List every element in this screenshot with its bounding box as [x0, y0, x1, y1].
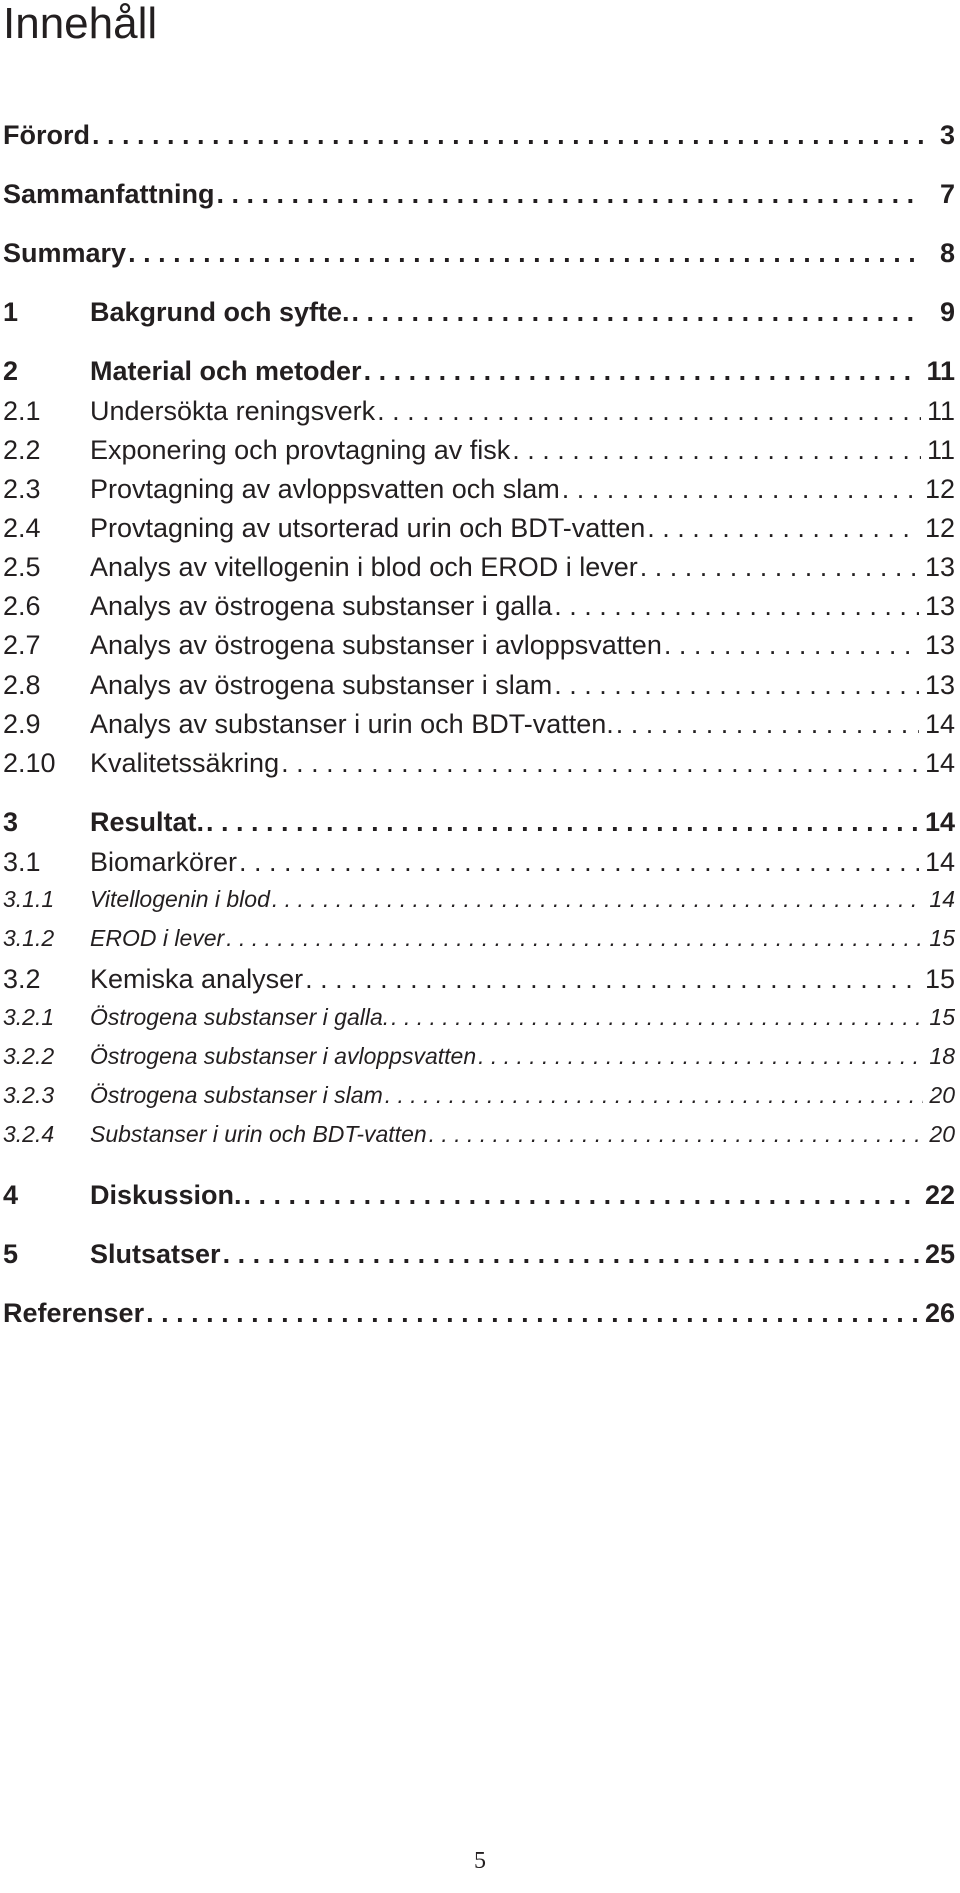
toc-entry-label: Exponering och provtagning av fisk — [90, 435, 511, 465]
toc-entry-label: Östrogena substanser i slam — [90, 1082, 383, 1108]
toc-entry-page: 11 — [926, 435, 955, 465]
toc-entry-page: 12 — [924, 513, 955, 543]
toc-entry-label: Vitellogenin i blod — [90, 886, 270, 912]
toc-entry-page: 20 — [929, 1121, 955, 1147]
toc-entry-number: 3.2 — [3, 964, 41, 994]
toc-entry[interactable] — [3, 238, 955, 274]
toc-entry[interactable] — [3, 847, 955, 883]
toc-dot-leader — [128, 238, 923, 269]
toc-entry-number: 2 — [3, 356, 19, 386]
toc-dot-leader — [226, 925, 923, 952]
toc-entry-number: 3.1 — [3, 847, 41, 877]
toc-dot-leader — [92, 120, 923, 151]
toc-entry[interactable] — [3, 1043, 955, 1079]
toc-entry-page: 14 — [924, 847, 955, 877]
toc-entry-page: 8 — [939, 238, 955, 268]
toc-dot-leader — [281, 748, 919, 779]
toc-dot-leader — [206, 807, 919, 838]
toc-entry-page: 12 — [924, 474, 955, 504]
toc-dot-leader — [478, 1043, 923, 1070]
toc-entry-number: 3 — [3, 807, 19, 837]
toc-entry-number: 5 — [3, 1239, 19, 1269]
toc-dot-leader — [512, 435, 921, 466]
toc-dot-leader — [272, 886, 923, 913]
toc-entry[interactable] — [3, 435, 955, 471]
toc-entry[interactable] — [3, 1121, 955, 1157]
toc-dot-leader — [146, 1298, 919, 1329]
toc-entry-number: 2.9 — [3, 709, 41, 739]
toc-dot-leader — [352, 297, 923, 328]
toc-entry-label: Förord — [3, 120, 90, 150]
toc-entry-label: Biomarkörer — [90, 847, 238, 877]
toc-entry[interactable] — [3, 1082, 955, 1118]
toc-entry-page: 11 — [926, 356, 955, 386]
toc-dot-leader — [429, 1121, 923, 1148]
toc-entry-label: Provtagning av utsorterad urin och BDT-vatten — [90, 513, 646, 543]
toc-entry[interactable] — [3, 630, 955, 666]
toc-entry-page: 13 — [924, 591, 955, 621]
toc-entry-label: Undersökta reningsverk — [90, 396, 376, 426]
toc-entry-page: 14 — [929, 886, 955, 912]
toc-dot-leader — [640, 552, 919, 583]
toc-entry[interactable] — [3, 964, 955, 1000]
toc-entry-page: 13 — [924, 670, 955, 700]
toc-entry-number: 3.2.3 — [3, 1082, 55, 1108]
toc-entry-label: Östrogena substanser i avloppsvatten — [90, 1043, 477, 1069]
toc-entry-label: Analys av östrogena substanser i avloppsvatten — [90, 630, 662, 660]
toc-dot-leader — [239, 847, 919, 878]
toc-entry-page: 18 — [929, 1043, 955, 1069]
toc-entry-page: 15 — [929, 925, 955, 951]
toc-dot-leader — [244, 1180, 919, 1211]
toc-entry[interactable] — [3, 513, 955, 549]
toc-entry[interactable] — [3, 474, 955, 510]
toc-entry-label: Summary — [3, 238, 127, 268]
toc-entry[interactable] — [3, 886, 955, 922]
toc-entry-page: 13 — [924, 630, 955, 660]
toc-entry-label: Kemiska analyser — [90, 964, 304, 994]
toc-entry[interactable] — [3, 356, 955, 392]
toc-entry-page: 11 — [926, 396, 955, 426]
toc-entry[interactable] — [3, 1004, 955, 1040]
toc-entry-number: 1 — [3, 297, 19, 327]
toc-dot-leader — [223, 1239, 919, 1270]
toc-dot-leader — [664, 630, 919, 661]
toc-entry-page: 15 — [924, 964, 955, 994]
toc-entry-label: Material och metoder — [90, 356, 362, 386]
toc-entry[interactable] — [3, 1180, 955, 1216]
toc-entry[interactable] — [3, 297, 955, 333]
toc-entry-number: 2.7 — [3, 630, 41, 660]
toc-entry-page: 7 — [939, 179, 955, 209]
toc-entry-label: EROD i lever — [90, 925, 225, 951]
toc-entry-number: 2.2 — [3, 435, 41, 465]
toc-dot-leader — [554, 591, 919, 622]
page-number: 5 — [474, 1848, 486, 1874]
toc-dot-leader — [385, 1082, 923, 1109]
toc-entry-label: Kvalitetssäkring — [90, 748, 280, 778]
toc-entry-label: Analys av substanser i urin och BDT-vatten. — [90, 709, 614, 739]
toc-dot-leader — [305, 964, 919, 995]
toc-entry[interactable] — [3, 748, 955, 784]
toc-entry-page: 26 — [924, 1298, 955, 1328]
toc-entry-page: 20 — [929, 1082, 955, 1108]
toc-entry-page: 14 — [924, 748, 955, 778]
toc-entry-label: Sammanfattning — [3, 179, 215, 209]
toc-entry[interactable] — [3, 1298, 955, 1334]
toc-entry-number: 2.10 — [3, 748, 56, 778]
toc-entry[interactable] — [3, 709, 955, 745]
toc-dot-leader — [377, 396, 921, 427]
toc-entry-number: 4 — [3, 1180, 19, 1210]
toc-dot-leader — [554, 670, 919, 701]
toc-entry-label: Provtagning av avloppsvatten och slam — [90, 474, 560, 504]
toc-entry-page: 22 — [924, 1180, 955, 1210]
toc-entry-label: Slutsatser — [90, 1239, 221, 1269]
toc-entry-label: Bakgrund och syfte. — [90, 297, 350, 327]
toc-entry-label: Diskussion. — [90, 1180, 242, 1210]
toc-entry[interactable] — [3, 670, 955, 706]
toc-entry-number: 3.1.1 — [3, 886, 55, 912]
toc-dot-leader — [616, 709, 919, 740]
toc-entry-page: 3 — [939, 120, 955, 150]
toc-entry[interactable] — [3, 552, 955, 588]
toc-entry[interactable] — [3, 120, 955, 156]
toc-dot-leader — [391, 1004, 923, 1031]
toc-entry-page: 15 — [929, 1004, 955, 1030]
toc-entry-number: 2.5 — [3, 552, 41, 582]
toc-entry-number: 3.2.1 — [3, 1004, 55, 1030]
toc-dot-leader — [364, 356, 921, 387]
toc-entry-label: Resultat. — [90, 807, 205, 837]
toc-entry-number: 3.2.2 — [3, 1043, 55, 1069]
toc-entry-label: Referenser — [3, 1298, 145, 1328]
toc-entry[interactable] — [3, 591, 955, 627]
toc-entry-label: Analys av östrogena substanser i slam — [90, 670, 553, 700]
toc-entry-number: 2.1 — [3, 396, 41, 426]
toc-entry-number: 3.1.2 — [3, 925, 55, 951]
toc-entry-page: 25 — [924, 1239, 955, 1269]
toc-entry-number: 2.6 — [3, 591, 41, 621]
toc-entry[interactable] — [3, 396, 955, 432]
toc-entry-label: Analys av östrogena substanser i galla — [90, 591, 553, 621]
page-title: Innehåll — [3, 0, 158, 48]
toc-entry-number: 3.2.4 — [3, 1121, 55, 1147]
toc-entry[interactable] — [3, 179, 955, 215]
toc-entry-page: 9 — [939, 297, 955, 327]
toc-entry[interactable] — [3, 925, 955, 961]
toc-entry-page: 14 — [924, 709, 955, 739]
toc-entry-page: 13 — [924, 552, 955, 582]
toc-entry-label: Östrogena substanser i galla. — [90, 1004, 390, 1030]
toc-entry[interactable] — [3, 807, 955, 843]
toc-entry-page: 14 — [924, 807, 955, 837]
toc-entry-number: 2.8 — [3, 670, 41, 700]
toc-dot-leader — [217, 179, 923, 210]
toc-dot-leader — [562, 474, 919, 505]
toc-entry-label: Analys av vitellogenin i blod och EROD i lever — [90, 552, 638, 582]
toc-entry-label: Substanser i urin och BDT-vatten — [90, 1121, 427, 1147]
toc-entry-number: 2.4 — [3, 513, 41, 543]
toc-entry-number: 2.3 — [3, 474, 41, 504]
toc-entry[interactable] — [3, 1239, 955, 1275]
toc-dot-leader — [647, 513, 919, 544]
